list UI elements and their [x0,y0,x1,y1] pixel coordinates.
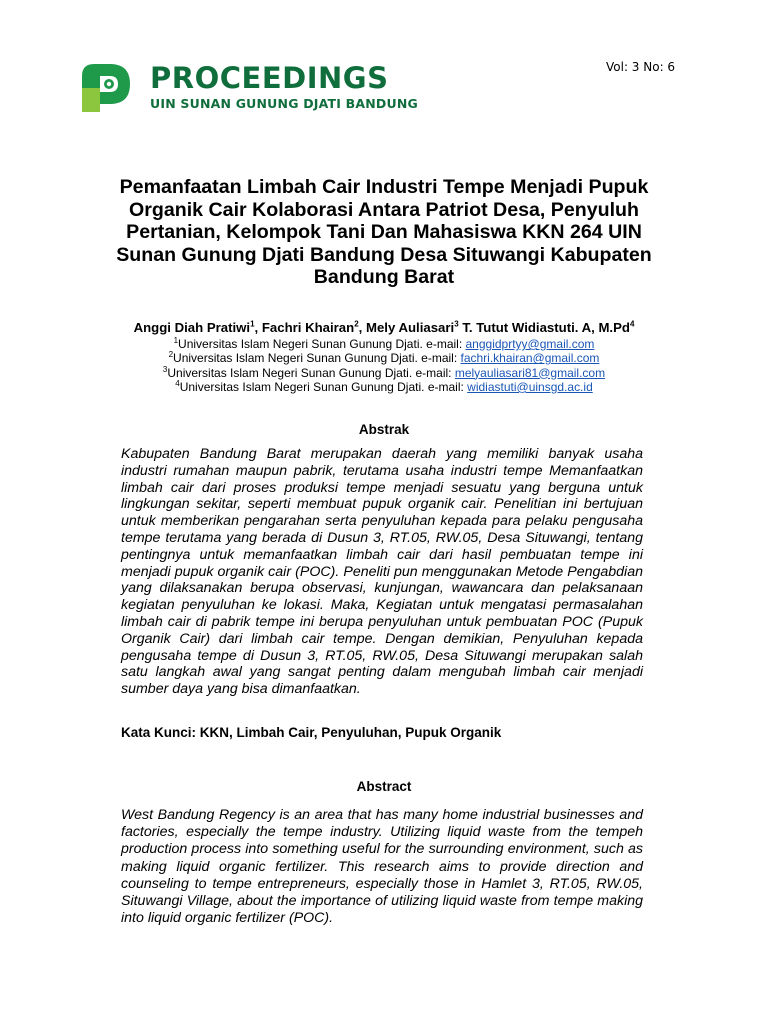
aff-text: Universitas Islam Negeri Sunan Gunung Djati. e-mail: [178,337,466,351]
keywords: Kata Kunci: KKN, Limbah Cair, Penyuluhan, Pupuk Organik [121,725,502,740]
author-sup: 4 [629,319,635,329]
email-link[interactable]: fachri.khairan@gmail.com [460,351,600,366]
affiliation-line [96,380,672,394]
author-sup: 2 [354,319,359,329]
author-sup: 3 [454,319,459,329]
aff-text: Universitas Islam Negeri Sunan Gunung Djati. e-mail: [167,365,455,380]
affiliation-line [96,351,672,365]
author-name: Mely Auliasari [365,320,455,335]
author-sep: , [358,320,366,335]
author-name: Anggi Diah Pratiwi [133,320,251,335]
abstract-heading: Abstract [356,779,412,794]
abstrak-body: Kabupaten Bandung Barat merupakan daerah yang memiliki banyak usaha industri rumahan maupun pabrik, terutama usaha industri tempe Memanfaatkan limbah cair dari proses produksi tempe menjadi sesuatu yang berguna untuk lingkungan sekitar, seperti membuat pupuk organik cair. Penelitian ini bertujuan untuk memberikan pengarahan serta penyuluhan kepada para pelaku pengusaha tempe terutama yang berada di Dusun 3, RT.05, RW.05, Desa Situwangi, tentang pentingnya untuk memanfaatkan limbah cair dari hasil pembuatan tempe ini menjadi pupuk organik cair (POC). Peneliti pun menggunakan Metode Pengabdian yang dilaksanakan berupa observasi, kunjungan, wawancara dan pelaksanaan kegiatan penyuluhan ke lokasi. Maka, Kegiatan untuk mengatasi permasalahan limbah cair di pabrik tempe ini berupa penyuluhan untuk pembuatan POC (Pupuk Organik Cair) dari limbah cair tempe. Dengan demikian, Penyuluhan kepada pengusaha tempe di Dusun 3, RT.05, RW.05, Desa Situwangi merupakan salah satu langkah awal yang sangat penting dalam mengubah limbah cair menjadi sumber daya yang bisa dimanfaatkan. [121,446,643,698]
aff-sup: 1 [173,336,179,345]
affiliation-line [96,337,672,351]
aff-text: Universitas Islam Negeri Sunan Gunung Djati. e-mail: [173,351,461,366]
affiliation-line [96,366,672,380]
brand-block [150,62,418,111]
proceedings-p-logo-icon [80,62,132,114]
author-sup: 1 [250,319,255,329]
paper-title: Pemanfaatan Limbah Cair Industri Tempe Menjadi Pupuk Organik Cair Kolaborasi Antara Patriot Desa, Penyuluh Pertanian, Kelompok Tani Dan Mahasiswa KKN 264 UIN Sunan Gunung Djati Bandung Desa Situwangi Kabupaten Bandung Barat [116,176,652,288]
aff-sup: 3 [162,364,168,374]
email-link[interactable]: melyauliasari81@gmail.com [454,365,606,380]
volume-label: Vol: 3 No: 6 [606,60,676,74]
email-link[interactable]: widiastuti@uinsgd.ac.id [467,379,593,394]
affiliation-list [96,337,672,394]
email-link[interactable]: anggidprtyy@gmail.com [465,337,595,351]
abstract-body: West Bandung Regency is an area that has many home industrial businesses and factories, especially the tempe industry. Utilizing liquid waste from the tempeh production process into something useful for the surrounding environment, such as making liquid organic fertilizer. This research aims to provide direction and counseling to tempe entrepreneurs, especially those in Hamlet 3, RT.05, RW.05, Situwangi Village, about the importance of utilizing liquid waste from tempe making into liquid organic fertilizer (POC). [121,807,643,927]
author-name: Fachri Khairan [261,320,355,335]
brand-title: PROCEEDINGS [150,61,389,95]
brand-subtitle: UIN SUNAN GUNUNG DJATI BANDUNG [150,96,418,111]
aff-sup: 4 [175,378,180,388]
abstrak-heading: Abstrak [358,422,410,437]
author-list [96,320,672,335]
author-sep: , [254,320,262,335]
author-name: T. Tutut Widiastuti. A, M.Pd [462,320,630,335]
aff-sup: 2 [168,350,174,360]
aff-text: Universitas Islam Negeri Sunan Gunung Djati. e-mail: [179,379,468,394]
